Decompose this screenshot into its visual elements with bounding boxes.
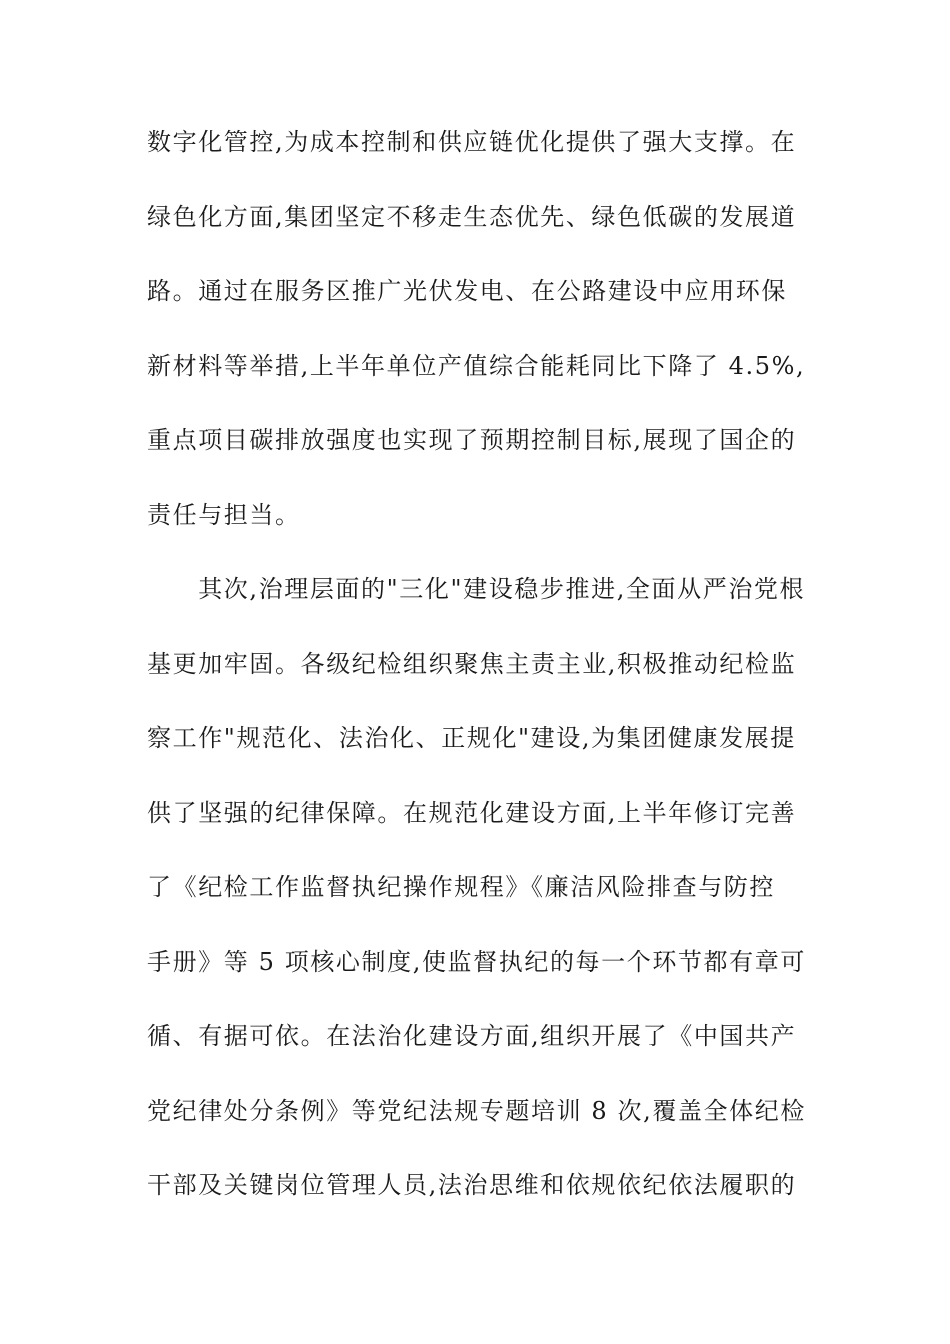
text-line: 新材料等举措,上半年单位产值综合能耗同比下降了 4.5%, — [147, 351, 806, 380]
text-line: 察工作"规范化、法治化、正规化"建设,为集团健康发展提 — [147, 724, 796, 752]
text-line: 责任与担当。 — [147, 500, 301, 529]
text-line: 重点项目碳排放强度也实现了预期控制目标,展现了国企的 — [147, 426, 797, 454]
body-text — [147, 114, 806, 1232]
text-line: 手册》等 5 项核心制度,使监督执纪的每一个环节都有章可 — [147, 947, 806, 976]
text-line: 数字化管控,为成本控制和供应链优化提供了强大支撑。在 — [147, 128, 797, 156]
text-line: 基更加牢固。各级纪检组织聚焦主责主业,积极推动纪检监 — [147, 649, 797, 678]
text-line: 干部及关键岗位管理人员,法治思维和依规依纪依法履职的 — [147, 1171, 797, 1199]
text-line: 党纪律处分条例》等党纪法规专题培训 8 次,覆盖全体纪检 — [147, 1096, 806, 1125]
text-line: 绿色化方面,集团坚定不移走生态优先、绿色低碳的发展道 — [147, 202, 797, 231]
text-line: 循、有据可依。在法治化建设方面,组织开展了《中国共产 — [147, 1022, 797, 1050]
text-line: 了《纪检工作监督执纪操作规程》《廉洁风险排查与防控 — [147, 873, 775, 901]
text-line: 供了坚强的纪律保障。在规范化建设方面,上半年修订完善 — [147, 798, 797, 827]
text-line: 其次,治理层面的"三化"建设稳步推进,全面从严治党根 — [147, 575, 806, 603]
text-line: 路。通过在服务区推广光伏发电、在公路建设中应用环保 — [147, 277, 787, 305]
